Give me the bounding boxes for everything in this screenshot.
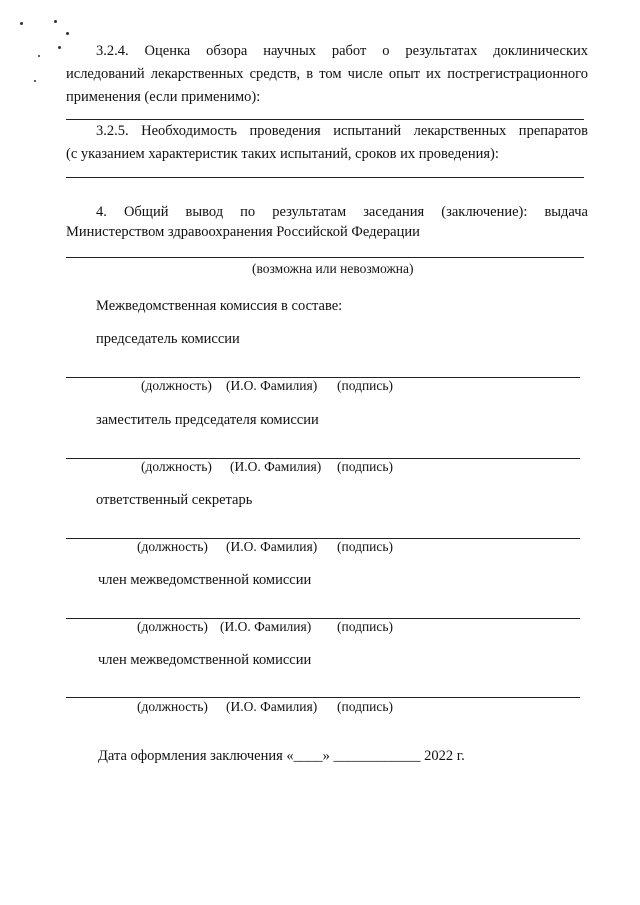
scan-speck — [20, 22, 23, 25]
section-3-2-4-line-3: применения (если применимо): — [66, 89, 261, 105]
section-3-2-5-line-1: 3.2.5. Необходимость проведения испытаний лекарственных препаратов — [96, 123, 588, 139]
scan-speck — [66, 32, 69, 35]
member-role: заместитель председателя комиссии — [96, 412, 319, 428]
scan-speck — [34, 80, 36, 82]
section-4-line-2: Министерством здравоохранения Российской Федерации — [66, 224, 420, 240]
commission-intro: Межведомственная комиссия в составе: — [96, 298, 343, 314]
member-signature-line[interactable] — [66, 697, 580, 698]
member-signature-caption: (подпись) — [337, 619, 394, 634]
member-name-caption: (И.О. Фамилия) — [230, 459, 322, 474]
section-3-2-4-line-1: 3.2.4. Оценка обзора научных работ о результатах доклинических — [96, 43, 588, 59]
member-position-caption: (должность) — [141, 459, 212, 474]
section-3-2-4-line-2: иследований лекарственных средств, в том числе опыт их пострегистрационного — [66, 66, 588, 82]
member-position-caption: (должность) — [137, 619, 208, 634]
member-name-caption: (И.О. Фамилия) — [226, 539, 318, 554]
member-role: член межведомственной комиссии — [98, 652, 312, 668]
scan-speck — [54, 20, 57, 23]
section-4-line-1: 4. Общий вывод по результатам заседания (заключение): выдача — [96, 204, 588, 220]
section-4-answer-line[interactable] — [66, 257, 584, 258]
scan-speck — [58, 46, 61, 49]
member-name-caption: (И.О. Фамилия) — [226, 378, 318, 393]
member-signature-caption: (подпись) — [337, 539, 394, 554]
section-3-2-5-line-2: (с указанием характеристик таких испытаний, сроков их проведения): — [66, 146, 499, 162]
member-role: ответственный секретарь — [96, 492, 253, 508]
member-position-caption: (должность) — [137, 699, 208, 714]
member-signature-caption: (подпись) — [337, 459, 394, 474]
member-signature-caption: (подпись) — [337, 699, 394, 714]
member-signature-caption: (подпись) — [337, 378, 394, 393]
member-role: председатель комиссии — [96, 331, 240, 347]
member-role: член межведомственной комиссии — [98, 572, 312, 588]
section-4-caption: (возможна или невозможна) — [252, 261, 414, 276]
scan-speck — [38, 55, 40, 57]
member-position-caption: (должность) — [141, 378, 212, 393]
member-name-caption: (И.О. Фамилия) — [226, 699, 318, 714]
section-3-2-5-answer-line[interactable] — [66, 177, 584, 178]
member-name-caption: (И.О. Фамилия) — [220, 619, 312, 634]
conclusion-date: Дата оформления заключения «____» ____________ 2022 г. — [98, 748, 465, 764]
member-position-caption: (должность) — [137, 539, 208, 554]
